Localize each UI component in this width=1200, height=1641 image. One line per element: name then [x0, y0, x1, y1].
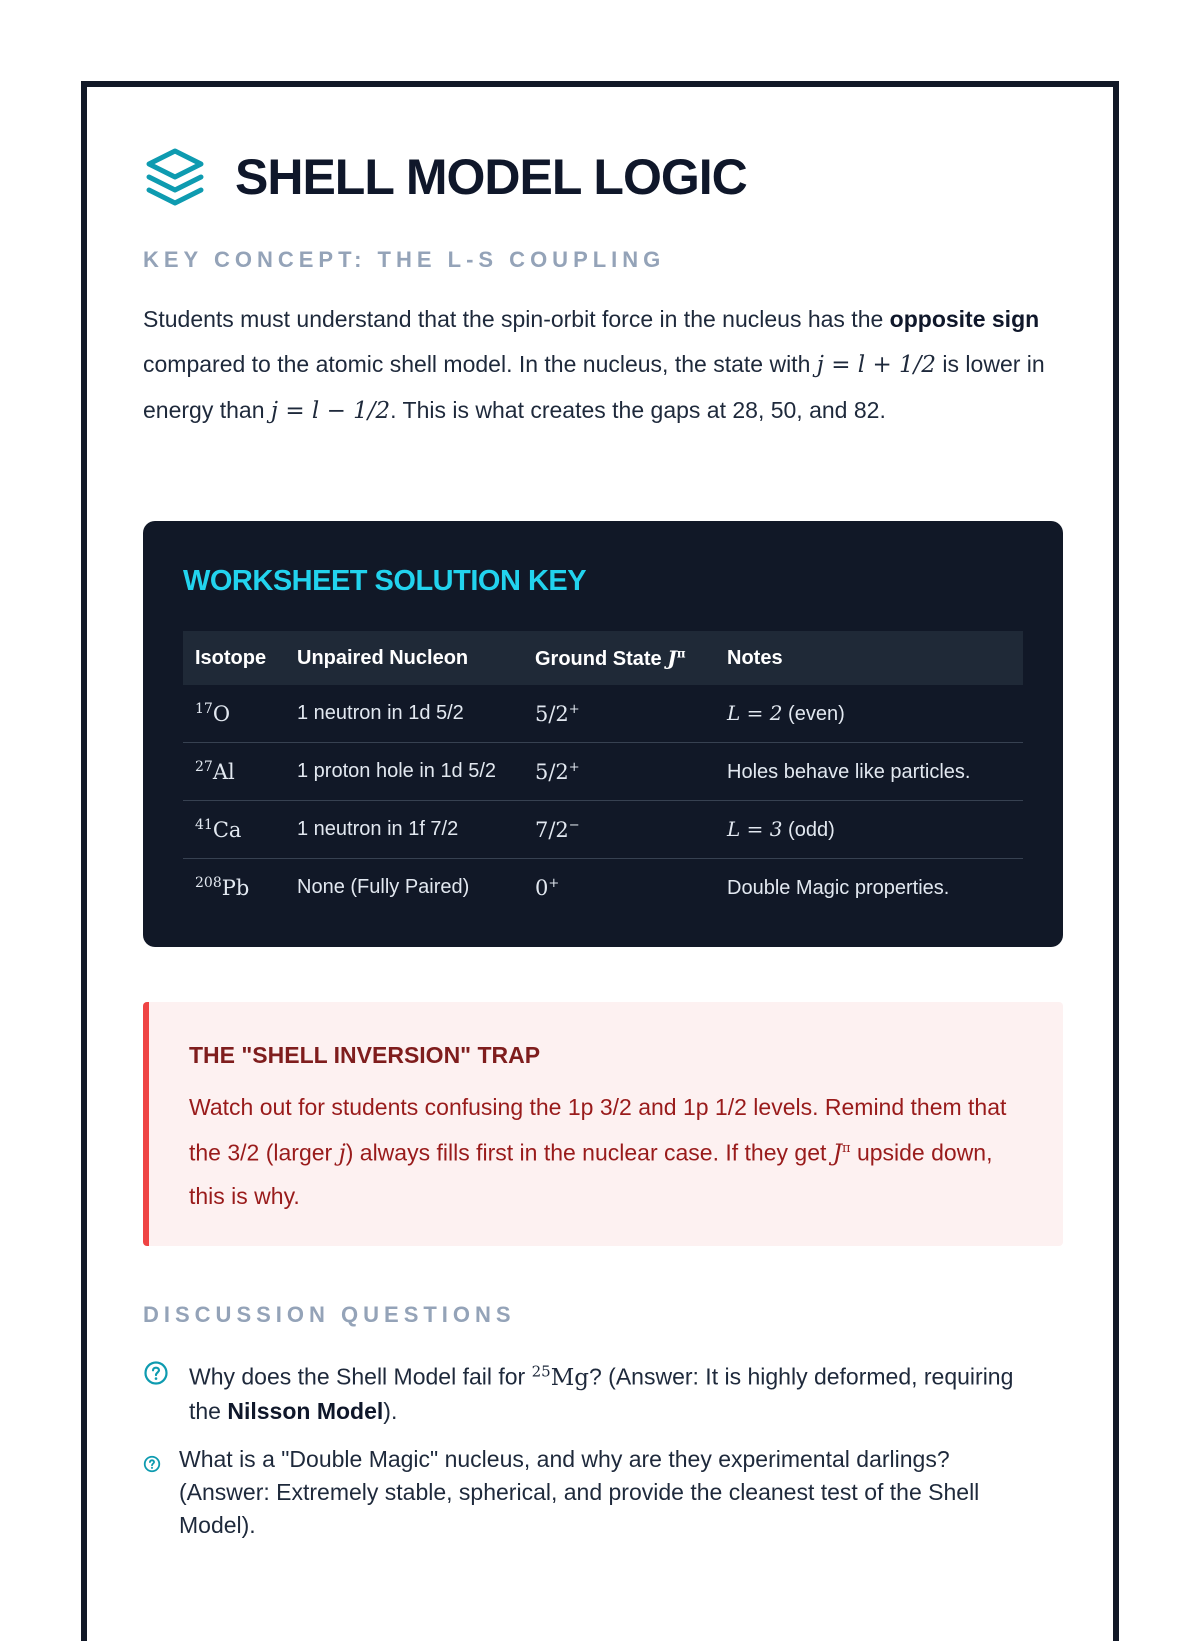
- key-concept-heading: KEY CONCEPT: THE L-S COUPLING: [143, 247, 666, 272]
- nucleon-cell: 1 neutron in 1f 7/2: [285, 801, 523, 859]
- question-1-text: Why does the Shell Model fail for $^{25}$Mg? (Answer: It is highly deformed, requiring the Nilsson Model).: [189, 1362, 1014, 1424]
- ground-state-cell: 0+: [523, 859, 715, 917]
- col-unpaired-nucleon: Unpaired Nucleon: [297, 646, 469, 669]
- solution-key-title: WORKSHEET SOLUTION KEY: [183, 565, 587, 597]
- col-ground-state: Ground State $J^\pi$: [535, 645, 686, 670]
- notes-cell: Double Magic properties.: [715, 859, 1023, 917]
- ground-state-cell: 7/2−: [523, 801, 715, 859]
- solution-table: [183, 631, 1023, 916]
- page-title: SHELL MODEL LOGIC: [235, 149, 747, 205]
- document-frame: [81, 81, 1119, 1641]
- callout-title: THE "SHELL INVERSION" TRAP: [189, 1042, 541, 1068]
- notes-cell: L = 2 (even): [727, 701, 845, 725]
- discussion-question-1: [143, 1355, 1043, 1428]
- table-header-row: [183, 631, 1023, 685]
- title-row: [143, 145, 747, 209]
- table-row: [183, 685, 1023, 743]
- key-concept-paragraph: Students must understand that the spin-orbit force in the nucleus has the opposite sign compared to the atomic shell model. In the nucleus, the state with j = l + 1/2 is lower in energy than j = l − 1/2. This is what creates the gaps at 28, 50, and 82.: [143, 306, 1045, 424]
- isotope-cell: $^{27}$Al: [183, 743, 285, 801]
- notes-cell: L = 3 (odd): [715, 801, 1023, 859]
- table-row: [183, 743, 1023, 801]
- help-circle-icon: [143, 1455, 161, 1473]
- solution-key-panel: [143, 521, 1063, 947]
- discussion-heading: DISCUSSION QUESTIONS: [143, 1302, 516, 1327]
- nucleon-cell: 1 neutron in 1d 5/2: [297, 702, 464, 724]
- nucleon-cell: None (Fully Paired): [285, 859, 523, 917]
- layers-icon: [143, 145, 207, 209]
- shell-inversion-callout: [143, 1002, 1063, 1246]
- ground-state-cell: 5/2+: [535, 701, 580, 726]
- table-row: [183, 801, 1023, 859]
- col-notes: Notes: [727, 646, 783, 669]
- nucleon-cell: 1 proton hole in 1d 5/2: [285, 743, 523, 801]
- col-isotope: Isotope: [195, 646, 267, 669]
- isotope-cell: $^{17}$O: [195, 701, 231, 726]
- notes-cell: Holes behave like particles.: [715, 743, 1023, 801]
- ground-state-cell: 5/2+: [523, 743, 715, 801]
- isotope-cell: $^{41}$Ca: [183, 801, 285, 859]
- discussion-question-2: [143, 1443, 1043, 1542]
- isotope-cell: $^{208}$Pb: [183, 859, 285, 917]
- table-row: [183, 859, 1023, 917]
- callout-body: Watch out for students confusing the 1p 3/2 and 1p 1/2 levels. Remind them that the 3/2 (larger j) always fills first in the nuclear case. If they get $J^\pi$ upside down, this is why.: [189, 1094, 1007, 1209]
- question-2-text: What is a "Double Magic" nucleus, and why are they experimental darlings? (Answer: Extremely stable, spherical, and provide the cleanest test of the Shell Model).: [179, 1446, 980, 1538]
- help-circle-icon: [143, 1360, 169, 1386]
